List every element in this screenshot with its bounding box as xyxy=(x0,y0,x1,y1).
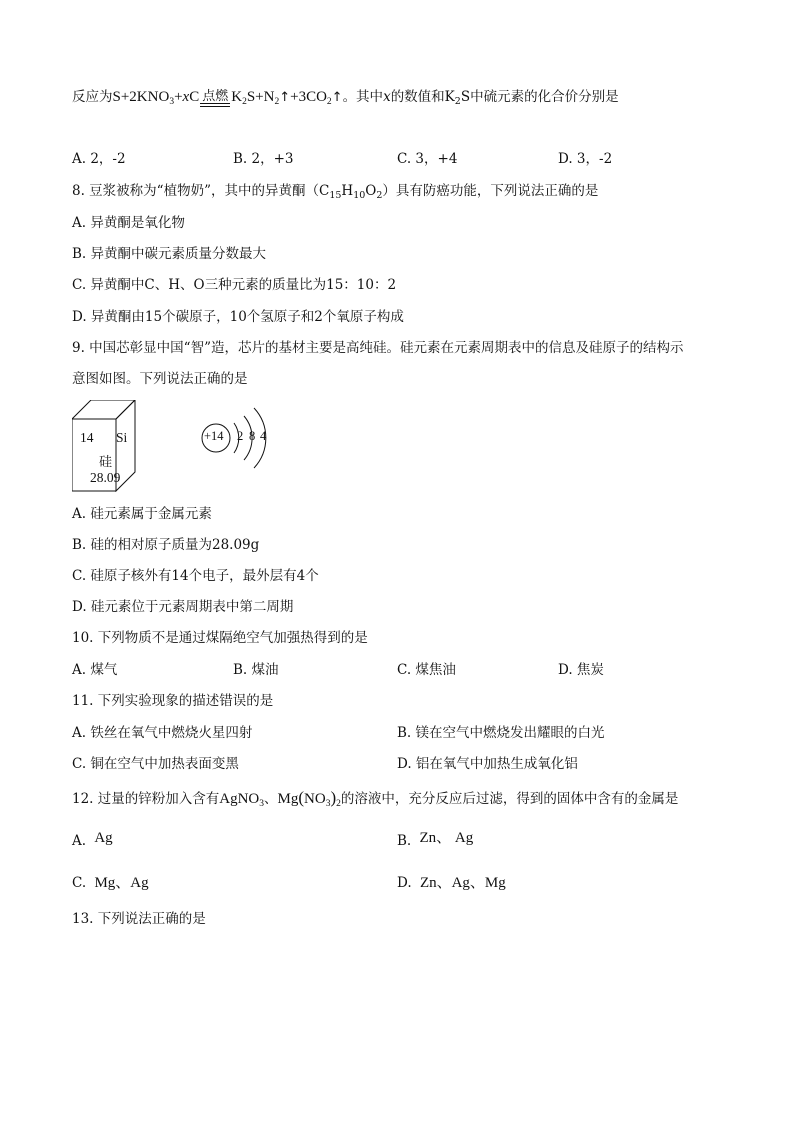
q10-option-a[interactable]: A. 煤气 xyxy=(72,662,118,678)
q9-option-c[interactable]: C. 硅原子核外有14个电子，最外层有4个 xyxy=(72,568,319,584)
shell-3-electrons: 4 xyxy=(260,429,267,443)
silver-nitrate-formula: AgNO$_3$ xyxy=(219,791,265,809)
q12-option-b[interactable]: B. Zn、 Ag xyxy=(397,830,474,849)
q8-stem: 8. 豆浆被称为“植物奶”，其中的异黄酮$(C_{15}H_{10}O_2)$具有防癌功能，下列说法正确的是 xyxy=(72,183,599,201)
q11-option-b[interactable]: B. 镁在空气中燃烧发出耀眼的白光 xyxy=(397,725,605,741)
q9-option-d[interactable]: D. 硅元素位于元素周期表中第二周期 xyxy=(72,599,294,615)
q7-option-a[interactable]: A. 2，-2 xyxy=(72,151,126,167)
element-symbol: Si xyxy=(116,430,128,445)
q8-option-d[interactable]: D. 异黄酮由15个碳原子，10个氢原子和2个氧原子构成 xyxy=(72,309,404,325)
q11-stem: 11. 下列实验现象的描述错误的是 xyxy=(72,693,274,709)
q10-option-c[interactable]: C. 煤焦油 xyxy=(397,662,456,678)
q11-option-c[interactable]: C. 铜在空气中加热表面变黑 xyxy=(72,756,239,772)
q11-option-d[interactable]: D. 铝在氧气中加热生成氧化铝 xyxy=(397,756,578,772)
periodic-table-cell xyxy=(72,400,196,496)
reaction-condition: 点燃 xyxy=(200,89,230,111)
q10-option-d[interactable]: D. 焦炭 xyxy=(558,662,604,678)
q10-stem: 10. 下列物质不是通过煤隔绝空气加强热得到的是 xyxy=(72,630,368,646)
q11-option-a[interactable]: A. 铁丝在氧气中燃烧火星四射 xyxy=(72,725,253,741)
q9-option-a[interactable]: A. 硅元素属于金属元素 xyxy=(72,506,212,522)
gas-arrow-icon: ↑ xyxy=(279,90,291,105)
q7-prefix: 反应为 xyxy=(72,89,113,105)
shell-2-electrons: 8 xyxy=(249,429,256,443)
q8-option-a[interactable]: A. 异黄酮是氧化物 xyxy=(72,215,185,231)
atomic-mass: 28.09 xyxy=(90,470,121,485)
q9-stem-line2: 意图如图。下列说法正确的是 xyxy=(72,371,248,387)
q8-option-c[interactable]: C. 异黄酮中C、H、O三种元素的质量比为15：10：2 xyxy=(72,277,397,293)
q13-stem: 13. 下列说法正确的是 xyxy=(72,911,206,927)
q12-option-a[interactable]: A. Ag xyxy=(72,830,113,849)
q7-option-c[interactable]: C. 3，+4 xyxy=(397,151,458,167)
shell-1-electrons: 2 xyxy=(237,429,244,443)
q9-stem-line1: 9. 中国芯彰显中国“智”造，芯片的基材主要是高纯硅。硅元素在元素周期表中的信息及硅原子的结构示 xyxy=(72,340,684,356)
silicon-atom-diagram xyxy=(196,398,276,482)
q7-option-b[interactable]: B. 2，+3 xyxy=(233,151,294,167)
atomic-number: 14 xyxy=(80,430,94,445)
q7-stem: 反应为$S+2KNO_3+xC$ 点燃 $K_2S+N_2↑+3CO_2↑$。其中x的数值和$K_2S$中硫元素的化合价分别是 xyxy=(72,84,619,110)
q7-option-d[interactable]: D. 3，-2 xyxy=(558,151,613,167)
q8-option-b[interactable]: B. 异黄酮中碳元素质量分数最大 xyxy=(72,246,267,262)
q10-option-b[interactable]: B. 煤油 xyxy=(233,662,279,678)
q12-option-d[interactable]: D. Zn、Ag、Mg xyxy=(397,875,506,891)
magnesium-nitrate-formula: $Mg(NO_3)_2$ xyxy=(277,788,341,809)
q9-option-b[interactable]: B. 硅的相对原子质量为28.09g xyxy=(72,537,260,553)
nucleus-charge: +14 xyxy=(204,429,224,443)
q7-equation: $S+2KNO_3+xC$ 点燃 $K_2S+N_2↑+3CO_2↑$ xyxy=(113,89,343,105)
q12-option-c[interactable]: C. Mg、Ag xyxy=(72,875,149,891)
q12-stem: 12. 过量的锌粉加入含有AgNO$_3$、$Mg(NO_3)_2$的溶液中，充分反应后过滤，得到的固体中含有的金属是 xyxy=(72,788,679,809)
element-name: 硅 xyxy=(99,454,113,469)
gas-arrow-icon: ↑ xyxy=(331,90,343,105)
